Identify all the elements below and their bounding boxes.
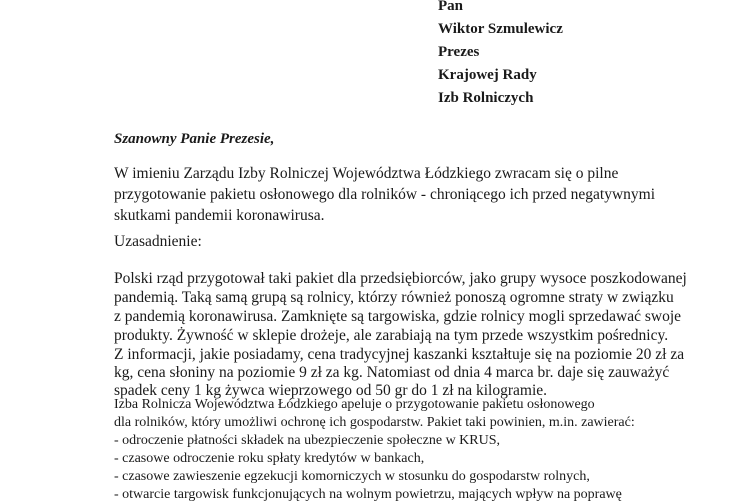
text-line: Izba Rolnicza Województwa Łódzkiego apeluje o przygotowanie pakietu osłonowego	[114, 397, 595, 412]
text-line: spadek ceny 1 kg żywca wieprzowego od 50 gr do 1 zł na kilogramie.	[114, 382, 548, 399]
list-item: - otwarcie targowisk funkcjonujących na wolnym powietrzu, mających wpływ na poprawę	[114, 487, 622, 501]
list-item: - czasowe odroczenie roku spłaty kredytów w bankach,	[114, 451, 425, 466]
text-line: pandemią. Taką samą grupą są rolnicy, którzy również ponoszą ogromne straty w związku	[114, 289, 674, 306]
text-line: produkty. Żywność w sklepie drożeje, ale zarabiają na tym przede wszystkim pośrednicy.	[114, 327, 669, 344]
text-line: kg, cena słoniny na poziomie 9 zł za kg. Natomiast od dnia 4 marca br. daje się zauważyć	[114, 364, 670, 381]
addressee-line: Pan	[438, 0, 464, 14]
text-line: Polski rząd przygotował taki pakiet dla przedsiębiorców, jako grupy wysoce poszkodowanej	[114, 270, 687, 287]
salutation: Szanowny Panie Prezesie,	[114, 131, 275, 147]
addressee-line: Wiktor Szmulewicz	[438, 21, 563, 37]
justification-heading: Uzasadnienie:	[114, 233, 202, 250]
text-line: skutkami pandemii koronawirusa.	[114, 207, 325, 224]
text-line: W imieniu Zarządu Izby Rolniczej Województwa Łódzkiego zwracam się o pilne	[114, 165, 619, 182]
text-line: Z informacji, jakie posiadamy, cena tradycyjnej kaszanki kształtuje się na poziomie 20 zł za	[114, 346, 685, 363]
addressee-line: Prezes	[438, 44, 480, 60]
list-item: - odroczenie płatności składek na ubezpieczenie społeczne w KRUS,	[114, 433, 501, 448]
list-item: - czasowe zawieszenie egzekucji komorniczych w stosunku do gospodarstw rolnych,	[114, 469, 590, 484]
text-line: z pandemią koronawirusa. Zamknięte są targowiska, gdzie rolnicy mogli sprzedawać swoje	[114, 308, 681, 325]
text-line: przygotowanie pakietu osłonowego dla rolników - chroniącego ich przed negatywnymi	[114, 186, 656, 203]
addressee-line: Krajowej Rady	[438, 67, 537, 83]
addressee-line: Izb Rolniczych	[438, 90, 534, 106]
text-line: dla rolników, który umożliwi ochronę ich gospodarstw. Pakiet taki powinien, m.in. zawierać:	[114, 415, 635, 430]
